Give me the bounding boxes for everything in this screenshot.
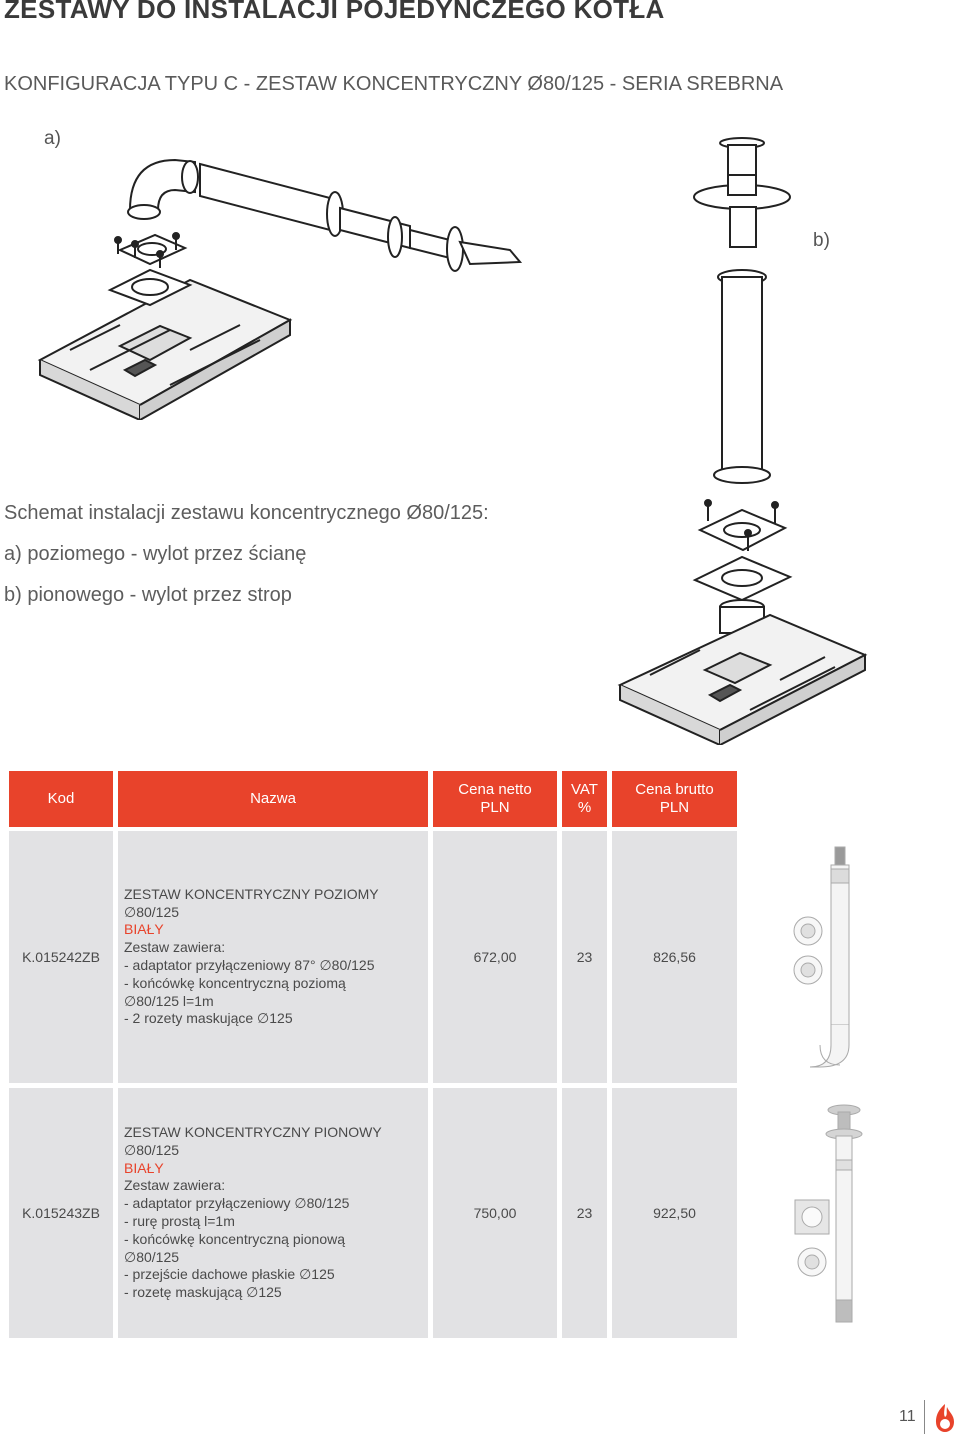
footer-divider [924,1400,925,1434]
row2-title-1: ZESTAW KONCENTRYCZNY PIONOWY [124,1124,382,1141]
figure-label-a: a) [44,128,61,149]
horizontal-installation-drawing [30,150,550,420]
page-number: 11 [899,1408,916,1425]
row1-item: - adaptator przyłączeniowy 87° ∅80/125 [124,957,375,973]
row2-brutto: 922,50 [612,1088,737,1338]
row2-item: - końcówkę koncentryczną pionową [124,1230,346,1247]
vertical-installation-drawing [610,135,870,745]
row2-vat: 23 [562,1088,607,1338]
row2-item: ∅80/125 [124,1248,180,1265]
row1-kod: K.015242ZB [9,831,113,1083]
row1-netto: 672,00 [433,831,557,1083]
row1-color: BIAŁY [124,921,164,938]
row1-brutto: 826,56 [612,831,737,1083]
row2-item: - rozetę maskującą ∅125 [124,1284,282,1301]
row1-nazwa [118,831,428,1083]
row2-item: - rurę prostą l=1m [124,1213,235,1229]
row1-item: ∅80/125 l=1m [124,992,214,1009]
row2-netto: 750,00 [433,1088,557,1338]
row2-item: - przejście dachowe płaskie ∅125 [124,1266,335,1283]
row1-title-1: ZESTAW KONCENTRYCZNY POZIOMY [124,885,379,902]
row2-kod: K.015243ZB [9,1088,113,1338]
header-kod: Kod [9,771,113,827]
schema-description [4,493,489,616]
page-subtitle: KONFIGURACJA TYPU C - ZESTAW KONCENTRYCZNY Ø80/125 - SERIA SREBRNA [4,73,784,95]
row1-vat: 23 [562,831,607,1083]
row2-item: - adaptator przyłączeniowy ∅80/125 [124,1195,350,1212]
header-cena-brutto: Cena brutto PLN [612,771,737,827]
row2-contains: Zestaw zawiera: [124,1177,226,1194]
row2-title-2: ∅80/125 [124,1141,180,1158]
row2-nazwa [118,1088,428,1338]
header-cena-netto: Cena netto PLN [433,771,557,827]
page-title: ZESTAWY DO INSTALACJI POJEDYNCZEGO KOTŁA [4,0,665,24]
horizontal-kit-product-image [790,845,870,1075]
header-nazwa: Nazwa [118,771,428,827]
schema-line-3: b) pionowego - wylot przez strop [4,584,292,606]
header-vat: VAT % [562,771,607,827]
schema-line-1: Schemat instalacji zestawu koncentrycznego Ø80/125: [4,502,489,524]
row1-title-2: ∅80/125 [124,903,180,920]
flame-icon [933,1403,957,1433]
row1-item: - 2 rozety maskujące ∅125 [124,1010,293,1027]
figure-label-b: b) [813,230,830,251]
row1-item: - końcówkę koncentryczną poziomą [124,974,346,991]
vertical-kit-product-image [790,1100,880,1330]
schema-line-2: a) poziomego - wylot przez ścianę [4,543,307,565]
row2-color: BIAŁY [124,1159,164,1176]
row1-contains: Zestaw zawiera: [124,939,226,956]
